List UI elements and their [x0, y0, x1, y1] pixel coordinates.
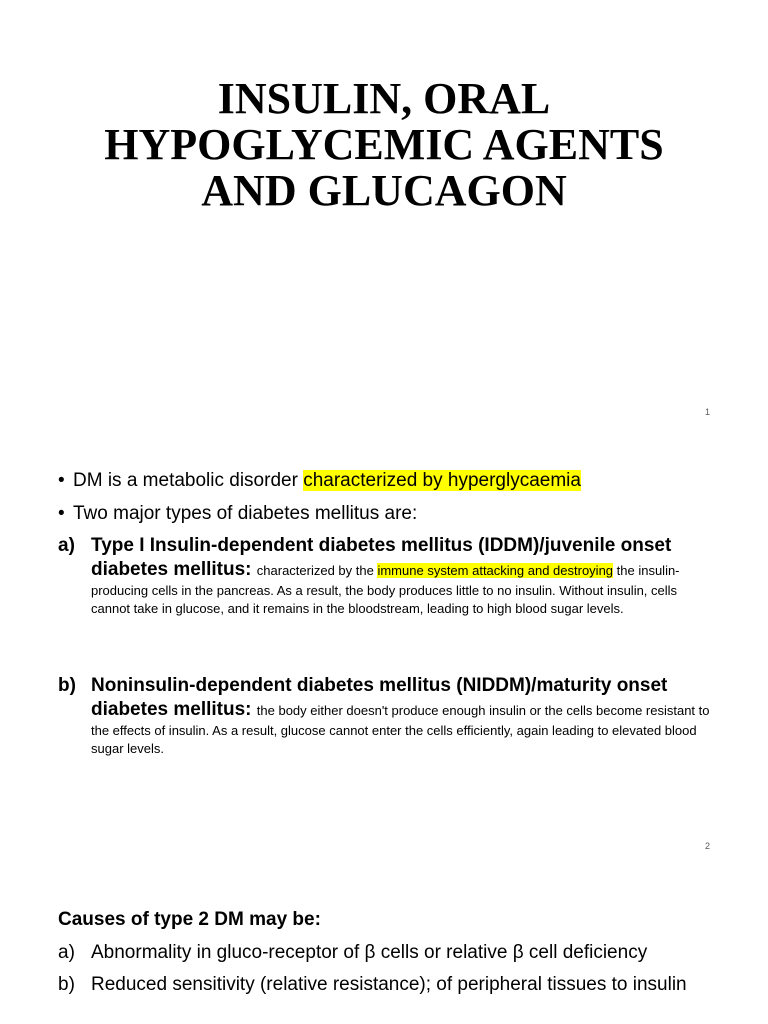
cause-item	[58, 973, 708, 997]
diabetes-type-item	[58, 534, 718, 617]
highlighted-text: immune system attacking and destroying	[377, 563, 614, 578]
slide-2	[0, 432, 768, 864]
title-line-3: AND GLUCAGON	[201, 166, 567, 215]
bullet-dot-icon: •	[58, 503, 65, 524]
title-line-1: INSULIN, ORAL	[217, 74, 551, 123]
bullet-item	[58, 502, 417, 526]
type-description	[91, 558, 718, 617]
description-text: the body either doesn't produce enough insulin or the cells become resistant to the effects of insulin. As a result, glucose cannot enter the cells efficiently, again leading to elevated blood sugar levels.	[91, 703, 710, 756]
page-number: 1	[704, 407, 710, 417]
slide-title	[0, 76, 768, 214]
page-number: 2	[704, 841, 710, 851]
slide-3	[0, 864, 768, 1024]
title-line-2: HYPOGLYCEMIC AGENTS	[104, 120, 664, 169]
list-marker: a)	[58, 942, 75, 963]
cause-text: Reduced sensitivity (relative resistance); of peripheral tissues to insulin	[91, 974, 687, 995]
bullet-dot-icon: •	[58, 470, 65, 491]
type-heading-continued: diabetes mellitus:	[91, 699, 257, 720]
description-text: characterized by the	[256, 563, 378, 578]
bullet-item	[58, 469, 581, 493]
list-marker: b)	[58, 675, 76, 696]
cause-item	[58, 941, 708, 965]
slide-1	[0, 0, 768, 432]
causes-heading: Causes of type 2 DM may be:	[58, 909, 321, 930]
highlighted-text: characterized by hyperglycaemia	[303, 470, 581, 491]
cause-text: Abnormality in gluco-receptor of β cells or relative β cell deficiency	[91, 942, 648, 963]
bullet-text: DM is a metabolic disorder	[73, 470, 304, 491]
type-heading: Noninsulin-dependent diabetes mellitus (NIDDM)/maturity onset	[91, 675, 668, 696]
list-marker: a)	[58, 535, 75, 556]
diabetes-type-item	[58, 674, 718, 757]
bullet-text: Two major types of diabetes mellitus are:	[73, 503, 418, 524]
description-text: the insulin-producing cells in the pancreas. As a result, the body produces little to no insulin. Without insulin, cells cannot take in glucose, and it remains in the bloodstream, leading to high blood sugar levels.	[91, 563, 680, 616]
type-heading-continued: diabetes mellitus:	[91, 559, 257, 580]
type-description	[91, 698, 718, 757]
list-marker: b)	[58, 974, 75, 995]
type-heading: Type I Insulin-dependent diabetes mellitus (IDDM)/juvenile onset	[91, 535, 672, 556]
